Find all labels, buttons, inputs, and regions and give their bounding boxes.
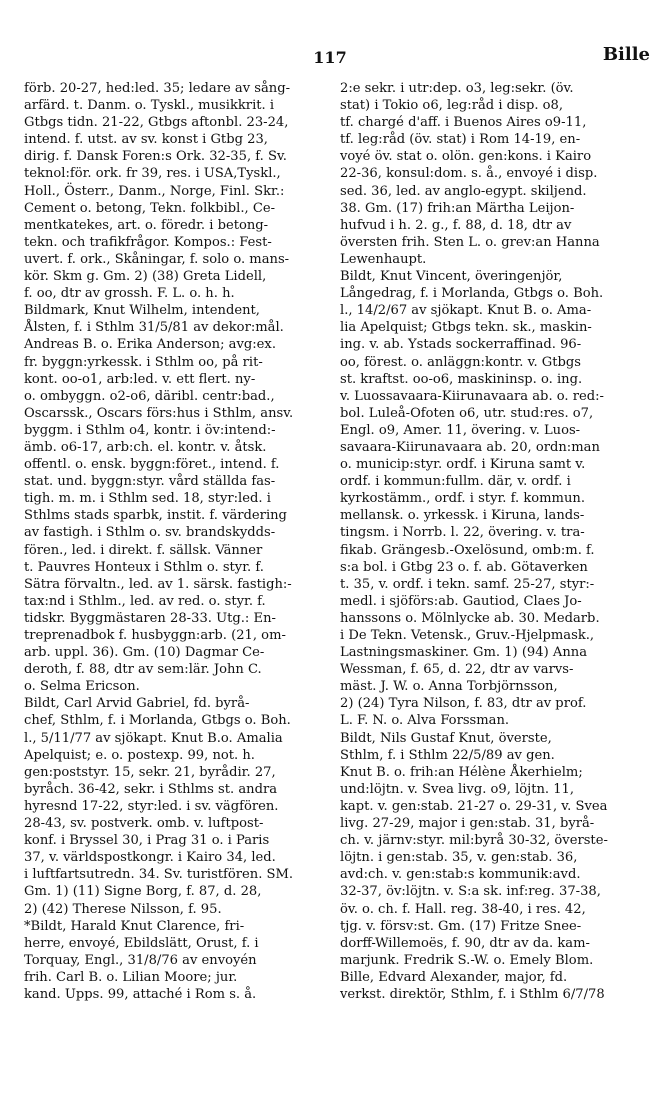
- text-line: 38. Gm. (17) frih:an Märtha Leijon-: [340, 200, 575, 216]
- text-line: Gm. 1) (11) Signe Borg, f. 87, d. 28,: [24, 884, 262, 900]
- text-line: treprenadbok f. husbyggn:arb. (21, om-: [24, 628, 286, 643]
- text-line: 2) (24) Tyra Nilson, f. 83, dtr av prof.: [340, 696, 587, 712]
- text-line: v. Luossavaara-Kiirunavaara ab. o. red:-: [340, 388, 604, 404]
- text-line: fören., led. i direkt. f. sällsk. Vänner: [24, 542, 263, 558]
- right-column: [340, 80, 650, 1003]
- text-line: stat. und. byggn:styr. vård ställda fas-: [24, 474, 276, 490]
- text-line: *Bildt, Harald Knut Clarence, fri-: [24, 918, 245, 934]
- text-line: kör. Skm g. Gm. 2) (38) Greta Lidell,: [24, 269, 267, 285]
- text-line: Bildt, Nils Gustaf Knut, överste,: [340, 730, 552, 746]
- text-line: intend. f. utst. av sv. konst i Gtbg 23,: [24, 132, 268, 148]
- text-line: hyresnd 17-22, styr:led. i sv. vägfören.: [24, 798, 279, 814]
- text-line: st. kraftst. oo-o6, maskininsp. o. ing.: [340, 371, 583, 387]
- text-line: Knut B. o. frih:an Hélène Åkerhielm;: [340, 764, 583, 780]
- text-line: ämb. o6-17, arb:ch. el. kontr. v. åtsk.: [24, 439, 267, 455]
- text-line: und:löjtn. v. Svea livg. o9, löjtn. 11,: [340, 781, 575, 797]
- text-line: byråch. 36-42, sekr. i Sthlms st. andra: [24, 781, 278, 797]
- running-head: Bille: [602, 44, 650, 65]
- text-line: gen:poststyr. 15, sekr. 21, byrådir. 27,: [24, 764, 276, 780]
- text-line: Bildt, Knut Vincent, överingenjör,: [340, 269, 563, 285]
- text-line: Sthlm, f. i Sthlm 22/5/89 av gen.: [340, 747, 555, 763]
- text-line: Wessman, f. 65, d. 22, dtr av varvs-: [340, 662, 574, 678]
- text-line: Gtbgs tidn. 21-22, Gtbgs aftonbl. 23-24,: [24, 115, 289, 131]
- text-line: Lastningsmaskiner. Gm. 1) (94) Anna: [340, 645, 587, 661]
- text-line: arb. uppl. 36). Gm. (10) Dagmar Ce-: [24, 645, 265, 661]
- text-line: Sätra förvaltn., led. av 1. särsk. fastigh:-: [24, 576, 292, 592]
- text-line: Engl. o9, Amer. 11, övering. v. Luos-: [340, 422, 581, 438]
- text-line: deroth, f. 88, dtr av sem:lär. John C.: [24, 662, 262, 678]
- text-line: o. municip:styr. ordf. i Kiruna samt v.: [340, 457, 586, 473]
- text-line: tingsm. i Norrb. l. 22, övering. v. tra-: [340, 525, 585, 541]
- text-line: i De Tekn. Vetensk., Gruv.-Hjelpmask.,: [340, 628, 595, 643]
- text-line: 2:e sekr. i utr:dep. o3, leg:sekr. (öv.: [340, 81, 574, 96]
- text-line: löjtn. i gen:stab. 35, v. gen:stab. 36,: [340, 850, 578, 866]
- text-line: marjunk. Fredrik S.-W. o. Emely Blom.: [340, 952, 594, 968]
- text-line: kapt. v. gen:stab. 21-27 o. 29-31, v. Svea: [340, 798, 608, 814]
- text-line: konf. i Bryssel 30, i Prag 31 o. i Paris: [24, 833, 270, 849]
- text-line: tf. leg:råd (öv. stat) i Rom 14-19, en-: [340, 132, 581, 148]
- text-line: livg. 27-29, major i gen:stab. 31, byrå-: [340, 816, 595, 832]
- text-line: arfärd. t. Danm. o. Tyskl., musikkrit. i: [24, 98, 275, 114]
- text-line: hufvud i h. 2. g., f. 88, d. 18, dtr av: [340, 217, 572, 233]
- text-line: l., 14/2/67 av sjökapt. Knut B. o. Ama-: [340, 303, 592, 319]
- text-line: tax:nd i Sthlm., led. av red. o. styr. f.: [24, 593, 266, 609]
- left-column: [24, 80, 324, 1003]
- text-line: förb. 20-27, hed:led. 35; ledare av sång-: [24, 81, 291, 96]
- text-line: L. F. N. o. Alva Forssman.: [340, 713, 510, 729]
- text-line: Ålsten, f. i Sthlm 31/5/81 av dekor:mål.: [24, 320, 284, 336]
- text-line: kont. oo-o1, arb:led. v. ett flert. ny-: [24, 371, 256, 387]
- text-line: verkst. direktör, Sthlm, f. i Sthlm 6/7/78: [340, 986, 605, 1002]
- text-line: ch. v. järnv:styr. mil:byrå 30-32, överste-: [340, 833, 608, 849]
- text-line: mellansk. o. yrkessk. i Kiruna, lands-: [340, 508, 585, 524]
- text-line: ordf. i kommun:fullm. där, v. ordf. i: [340, 474, 571, 490]
- text-line: stat) i Tokio o6, leg:råd i disp. o8,: [340, 98, 564, 114]
- text-line: medl. i sjöförs:ab. Gautiod, Claes Jo-: [340, 593, 582, 609]
- text-line: s:a bol. i Gtbg 23 o. f. ab. Götaverken: [340, 559, 588, 575]
- text-line: Apelquist; e. o. postexp. 99, not. h.: [24, 747, 255, 763]
- text-line: mäst. J. W. o. Anna Torbjörnsson,: [340, 679, 558, 695]
- text-line: Långedrag, f. i Morlanda, Gtbgs o. Boh.: [340, 286, 604, 302]
- text-line: tigh. m. m. i Sthlm sed. 18, styr:led. i: [24, 491, 271, 507]
- text-line: chef, Sthlm, f. i Morlanda, Gtbgs o. Boh.: [24, 713, 291, 729]
- text-line: av fastigh. i Sthlm o. sv. brandskydds-: [24, 525, 276, 541]
- text-line: Holl., Österr., Danm., Norge, Finl. Skr.:: [24, 183, 285, 199]
- text-line: l., 5/11/77 av sjökapt. Knut B.o. Amalia: [24, 730, 283, 746]
- text-line: o. Selma Ericson.: [24, 679, 140, 695]
- text-line: Lewenhaupt.: [340, 251, 427, 267]
- text-line: Andreas B. o. Erika Anderson; avg:ex.: [24, 337, 276, 353]
- text-line: tidskr. Byggmästaren 28-33. Utg.: En-: [24, 610, 276, 626]
- text-line: oo, förest. o. anläggn:kontr. v. Gtbgs: [340, 354, 581, 370]
- text-line: ing. v. ab. Ystads sockerraffinad. 96-: [340, 337, 582, 353]
- text-line: hanssons o. Mölnlycke ab. 30. Medarb.: [340, 610, 600, 626]
- text-line: tekn. och trafikfrågor. Kompos.: Fest-: [24, 234, 272, 250]
- text-line: dirig. f. Dansk Foren:s Ork. 32-35, f. Sv.: [24, 149, 287, 165]
- text-line: kyrkostämm., ordf. i styr. f. kommun.: [340, 491, 585, 507]
- text-line: tf. chargé d'aff. i Buenos Aires o9-11,: [340, 115, 587, 131]
- text-line: 37, v. världspostkongr. i Kairo 34, led.: [24, 850, 276, 866]
- text-line: Torquay, Engl., 31/8/76 av envoyén: [24, 952, 257, 968]
- text-line: o. ombyggn. o2-o6, däribl. centr:bad.,: [24, 388, 275, 404]
- text-line: voyé öv. stat o. olön. gen:kons. i Kairo: [340, 149, 592, 165]
- text-line: tjg. v. försv:st. Gm. (17) Fritze Snee-: [340, 918, 582, 934]
- text-line: öv. o. ch. f. Hall. reg. 38-40, i res. 42,: [340, 901, 586, 917]
- text-line: i luftfartsutredn. 34. Sv. turistfören. SM.: [24, 867, 294, 883]
- text-line: bol. Luleå-Ofoten o6, utr. stud:res. o7,: [340, 405, 594, 421]
- text-line: 28-43, sv. postverk. omb. v. luftpost-: [24, 816, 264, 832]
- text-line: kand. Upps. 99, attaché i Rom s. å.: [24, 986, 257, 1002]
- text-line: Bildmark, Knut Wilhelm, intendent,: [24, 303, 260, 319]
- text-line: sed. 36, led. av anglo-egypt. skiljend.: [340, 183, 587, 199]
- text-line: fikab. Grängesb.-Oxelösund, omb:m. f.: [340, 542, 595, 558]
- text-line: offentl. o. ensk. byggn:föret., intend. f.: [24, 457, 280, 473]
- text-line: 22-36, konsul:dom. s. å., envoyé i disp.: [340, 166, 598, 182]
- text-line: teknol:för. ork. fr 39, res. i USA,Tyskl.,: [24, 166, 281, 182]
- text-line: översten frih. Sten L. o. grev:an Hanna: [340, 234, 600, 250]
- text-line: Bildt, Carl Arvid Gabriel, fd. byrå-: [24, 696, 250, 712]
- text-line: Sthlms stads sparbk, instit. f. värdering: [24, 508, 287, 524]
- text-line: 32-37, öv:löjtn. v. S:a sk. inf:reg. 37-38,: [340, 884, 601, 900]
- text-line: Cement o. betong, Tekn. folkbibl., Ce-: [24, 200, 276, 216]
- text-line: avd:ch. v. gen:stab:s kommunik:avd.: [340, 867, 581, 883]
- text-line: fr. byggn:yrkessk. i Sthlm oo, på rit-: [24, 354, 263, 370]
- text-line: t. Pauvres Honteux i Sthlm o. styr. f.: [24, 559, 264, 575]
- page-number: 117: [313, 48, 347, 67]
- text-line: frih. Carl B. o. Lilian Moore; jur.: [24, 969, 238, 985]
- text-line: mentkatekes, art. o. föredr. i betong-: [24, 217, 269, 233]
- text-line: herre, envoyé, Ebildslätt, Orust, f. i: [24, 935, 259, 951]
- text-line: 2) (42) Therese Nilsson, f. 95.: [24, 901, 222, 917]
- text-line: lia Apelquist; Gtbgs tekn. sk., maskin-: [340, 320, 592, 336]
- text-line: Bille, Edvard Alexander, major, fd.: [340, 969, 568, 985]
- text-line: savaara-Kiirunavaara ab. 20, ordn:man: [340, 439, 600, 455]
- text-line: f. oo, dtr av grossh. F. L. o. h. h.: [24, 286, 235, 302]
- text-line: Oscarssk., Oscars förs:hus i Sthlm, ansv.: [24, 405, 294, 421]
- text-line: dorff-Willemoës, f. 90, dtr av da. kam-: [340, 935, 590, 951]
- text-line: byggm. i Sthlm o4, kontr. i öv:intend:-: [24, 422, 276, 438]
- text-line: t. 35, v. ordf. i tekn. samf. 25-27, styr:-: [340, 576, 595, 592]
- text-line: uvert. f. ork., Skåningar, f. solo o. mans-: [24, 251, 290, 267]
